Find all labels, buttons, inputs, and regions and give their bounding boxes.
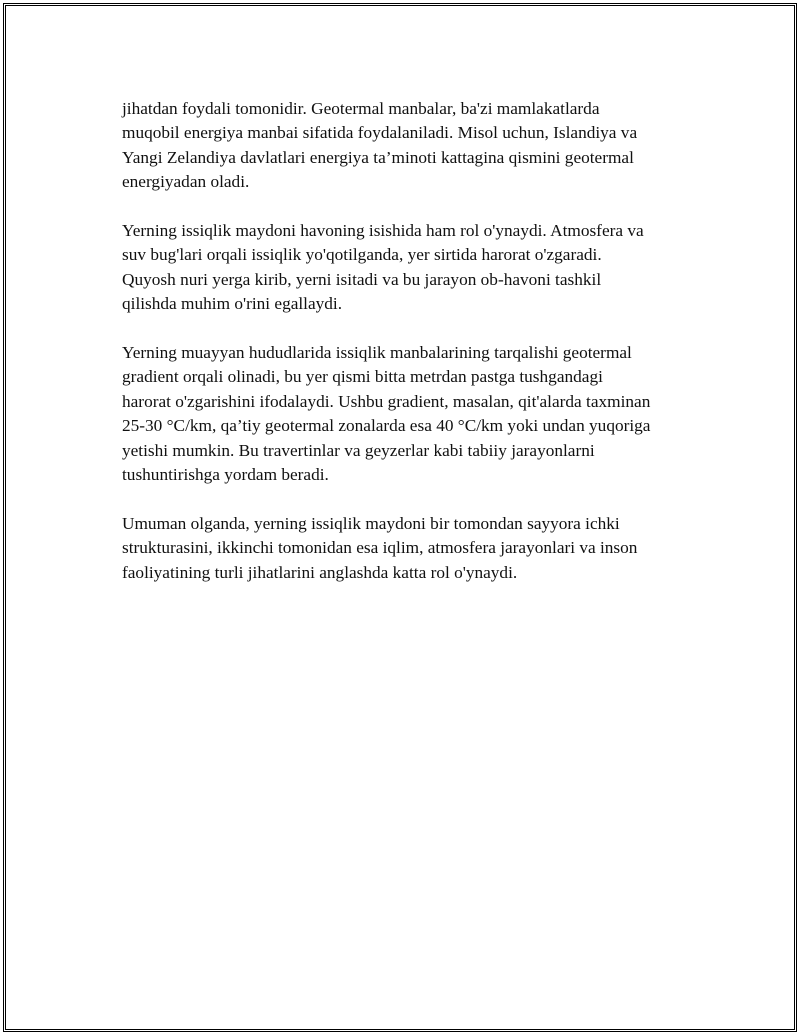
paragraph-1: jihatdan foydali tomonidir. Geotermal manbalar, ba'zi mamlakatlarda muqobil energiya manbai sifatida foydalaniladi. Misol uchun, Islandiya va Yangi Zelandiya davlatlari energiya ta’minoti kattagina qismini geotermal energiyadan oladi. [122,99,638,192]
paragraph-3: Yerning muayyan hududlarida issiqlik manbalarining tarqalishi geotermal gradient orqali olinadi, bu yer qismi bitta metrdan pastga tushgandagi harorat o'zgarishini ifodalaydi. Ushbu gradient, masalan, qit'alarda taxminan 25-30 °C/km, qa’tiy geotermal zonalarda esa 40 °C/km yoki undan yuqoriga yetishi mumkin. Bu travertinlar va geyzerlar kabi tabiiy jarayonlarni tushuntirishga yordam beradi. [122,343,651,485]
paragraph-4: Umuman olganda, yerning issiqlik maydoni bir tomondan sayyora ichki strukturasini, ikkinchi tomonidan esa iqlim, atmosfera jarayonlari va inson faoliyatining turli jihatlarini anglashda katta rol o'ynaydi. [122,513,638,582]
page-border [3,3,797,1032]
document-body [122,97,712,609]
paragraph-2: Yerning issiqlik maydoni havoning isishida ham rol o'ynaydi. Atmosfera va suv bug'lari orqali issiqlik yo'qotilganda, yer sirtida harorat o'zgaradi. Quyosh nuri yerga kirib, yerni isitadi va bu jarayon ob-havoni tashkil qilishda muhim o'rini egallaydi. [122,221,644,314]
